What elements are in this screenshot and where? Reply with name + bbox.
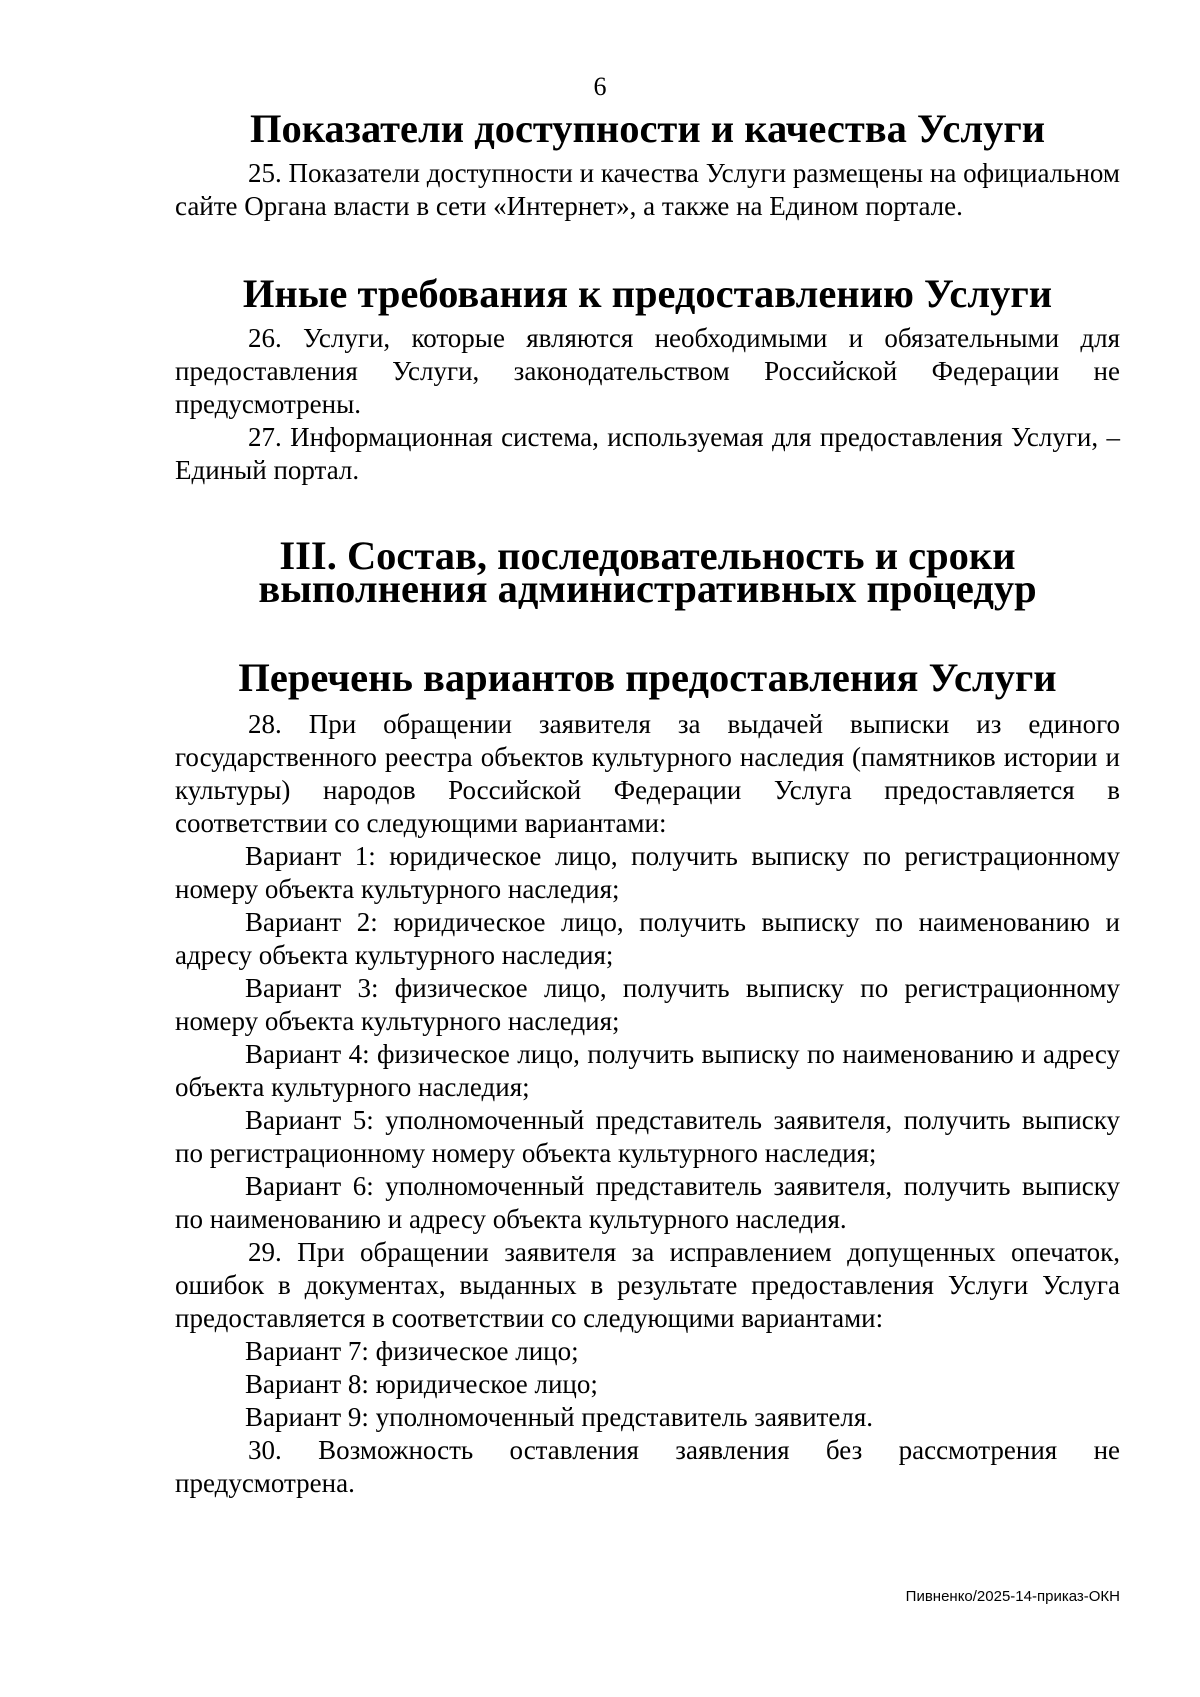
variant-item: Вариант 2: юридическое лицо, получить выписку по наименованию и адресу объекта культурного наследия; (175, 907, 1120, 970)
paragraph-27: 27. Информационная система, используемая для предоставления Услуги, – Единый портал. (175, 422, 1120, 485)
variant-item: Вариант 1: юридическое лицо, получить выписку по регистрационному номеру объекта культурного наследия; (175, 841, 1120, 904)
section-heading: Показатели доступности и качества Услуги (249, 106, 1046, 151)
paragraph-28: 28. При обращении заявителя за выдачей выписки из единого государственного реестра объектов культурного наследия (памятников истории и культуры) народов Российской Федерации Услуга предоставляется в соответствии со следующими вариантами: (175, 709, 1120, 838)
page-number: 6 (593, 72, 607, 101)
variant-item: Вариант 9: уполномоченный представитель заявителя. (245, 1402, 873, 1432)
paragraph-30: 30. Возможность оставления заявления без рассмотрения не предусмотрена. (175, 1435, 1120, 1498)
variant-item: Вариант 8: юридическое лицо; (245, 1369, 598, 1399)
variant-item: Вариант 3: физическое лицо, получить выписку по регистрационному номеру объекта культурного наследия; (175, 973, 1120, 1036)
variant-item: Вариант 6: уполномоченный представитель заявителя, получить выписку по наименованию и адресу объекта культурного наследия. (175, 1171, 1120, 1234)
variant-item: Вариант 4: физическое лицо, получить выписку по наименованию и адресу объекта культурного наследия; (175, 1039, 1120, 1102)
paragraph-25: 25. Показатели доступности и качества Услуги размещены на официальном сайте Органа власти в сети «Интернет», а также на Едином портале. (175, 158, 1120, 221)
section-heading: Иные требования к предоставлению Услуги (242, 271, 1053, 316)
paragraph-26: 26. Услуги, которые являются необходимыми и обязательными для предоставления Услуги, законодательством Российской Федерации не предусмотрены. (175, 323, 1120, 419)
document-body (175, 106, 1120, 1500)
variant-item: Вариант 7: физическое лицо; (245, 1336, 579, 1366)
document-footer: Пивненко/2025-14-приказ-ОКН (905, 1588, 1120, 1605)
paragraph-29: 29. При обращении заявителя за исправлением допущенных опечаток, ошибок в документах, выданных в результате предоставления Услуги Услуга предоставляется в соответствии со следующими вариантами: (175, 1237, 1120, 1333)
variant-item: Вариант 5: уполномоченный представитель заявителя, получить выписку по регистрационному номеру объекта культурного наследия; (175, 1105, 1120, 1168)
section-heading: Перечень вариантов предоставления Услуги (238, 655, 1057, 700)
chapter-heading: III. Состав, последовательность и сроки выполнения административных процедур (258, 533, 1037, 611)
